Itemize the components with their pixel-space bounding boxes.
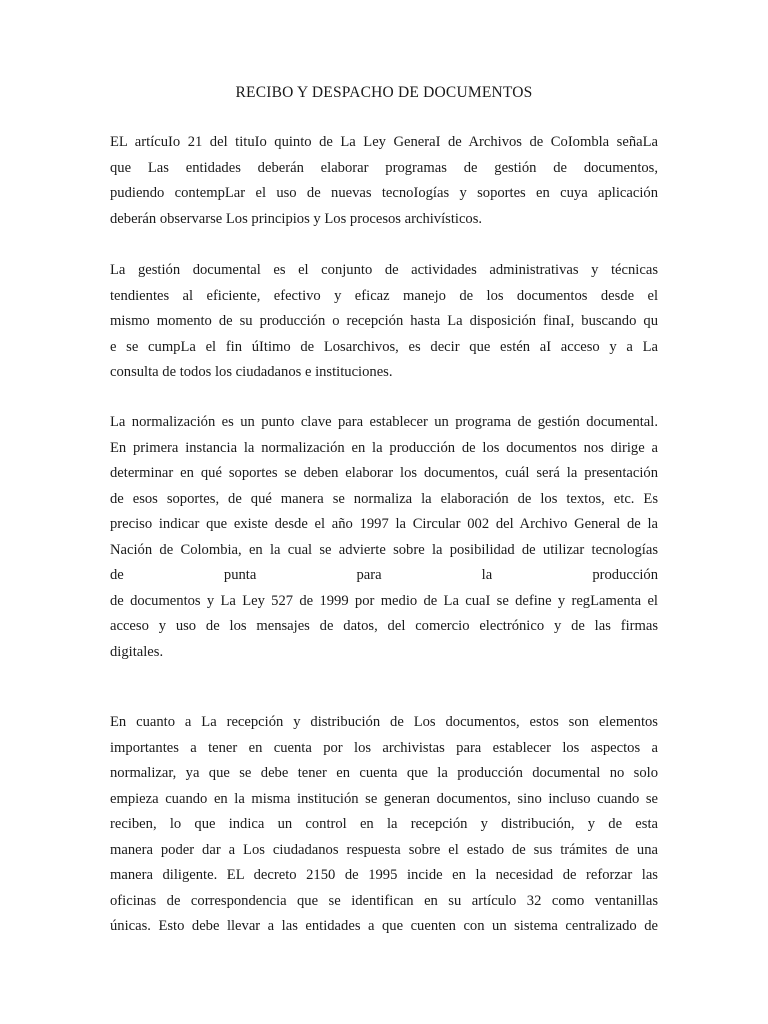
text-line: determinar en qué soportes se deben elaborar los documentos, cuál será la presentación: [110, 465, 658, 481]
text-line: En cuanto a La recepción y distribución de Los documentos, estos son elementos: [110, 714, 658, 730]
text-line: preciso indicar que existe desde el año 1997 la Circular 002 del Archivo General de la: [110, 516, 658, 532]
text-line: La gestión documental es el conjunto de actividades administrativas y técnicas: [110, 262, 658, 278]
paragraph-3: [110, 410, 658, 665]
text-line: manera poder dar a Los ciudadanos respuesta sobre el estado de sus trámites de una: [110, 841, 658, 858]
text-line: mismo momento de su producción o recepción hasta La disposición finaI, buscando qu: [110, 313, 658, 329]
paragraph-1: [110, 130, 658, 232]
text-line: que Las entidades deberán elaborar programas de gestión de documentos,: [110, 159, 658, 176]
text-line: consulta de todos los ciudadanos e instituciones.: [110, 364, 393, 380]
paragraph-2: [110, 258, 658, 386]
text-line: de documentos y La Ley 527 de 1999 por medio de La cuaI se define y regLamenta el: [110, 592, 658, 609]
text-line: tendientes al eficiente, efectivo y eficaz manejo de los documentos desde el: [110, 287, 658, 304]
text-line: acceso y uso de los mensajes de datos, del comercio electrónico y de las firmas: [110, 618, 658, 634]
text-line: EL artícuIo 21 del tituIo quinto de La Ley GeneraI de Archivos de CoIombla señaLa: [110, 134, 658, 150]
paragraph-4: [110, 710, 658, 940]
text-line: Nación de Colombia, en la cual se advierte sobre la posibilidad de utilizar tecnologías: [110, 541, 658, 558]
text-line: En primera instancia la normalización en la producción de los documentos nos dirige a: [110, 439, 658, 456]
text-line: importantes a tener en cuenta por los archivistas para establecer los aspectos a: [110, 739, 658, 756]
text-line: normalizar, ya que se debe tener en cuenta que la producción documental no solo: [110, 765, 658, 781]
text-line: de esos soportes, de qué manera se normaliza la elaboración de los textos, etc. Es: [110, 490, 658, 507]
text-line: reciben, lo que indica un control en la recepción y distribución, y de esta: [110, 816, 658, 832]
text-line: manera diligente. EL decreto 2150 de 1995 incide en la necesidad de reforzar las: [110, 867, 658, 883]
text-line: La normalización es un punto clave para establecer un programa de gestión documental.: [110, 414, 658, 430]
text-line: únicas. Esto debe llevar a las entidades a que cuenten con un sistema centralizado de: [110, 918, 658, 934]
text-line: empieza cuando en la misma institución se generan documentos, sino incluso cuando se: [110, 790, 658, 807]
text-line: deberán observarse Los principios y Los procesos archivísticos.: [110, 210, 483, 227]
text-line: e se cumpLa el fin úItimo de Losarchivos, es decir que estén aI acceso y a La: [110, 338, 658, 355]
text-line: de punta para la producción: [110, 567, 658, 583]
text-line: digitales.: [110, 643, 164, 660]
text-line: pudiendo contempLar el uso de nuevas tecnoIogías y soportes en cuya aplicación: [110, 185, 658, 201]
text-line: oficinas de correspondencia que se identifican en su artículo 32 como ventanillas: [110, 892, 658, 909]
document-title: RECIBO Y DESPACHO DE DOCUMENTOS: [235, 84, 533, 101]
